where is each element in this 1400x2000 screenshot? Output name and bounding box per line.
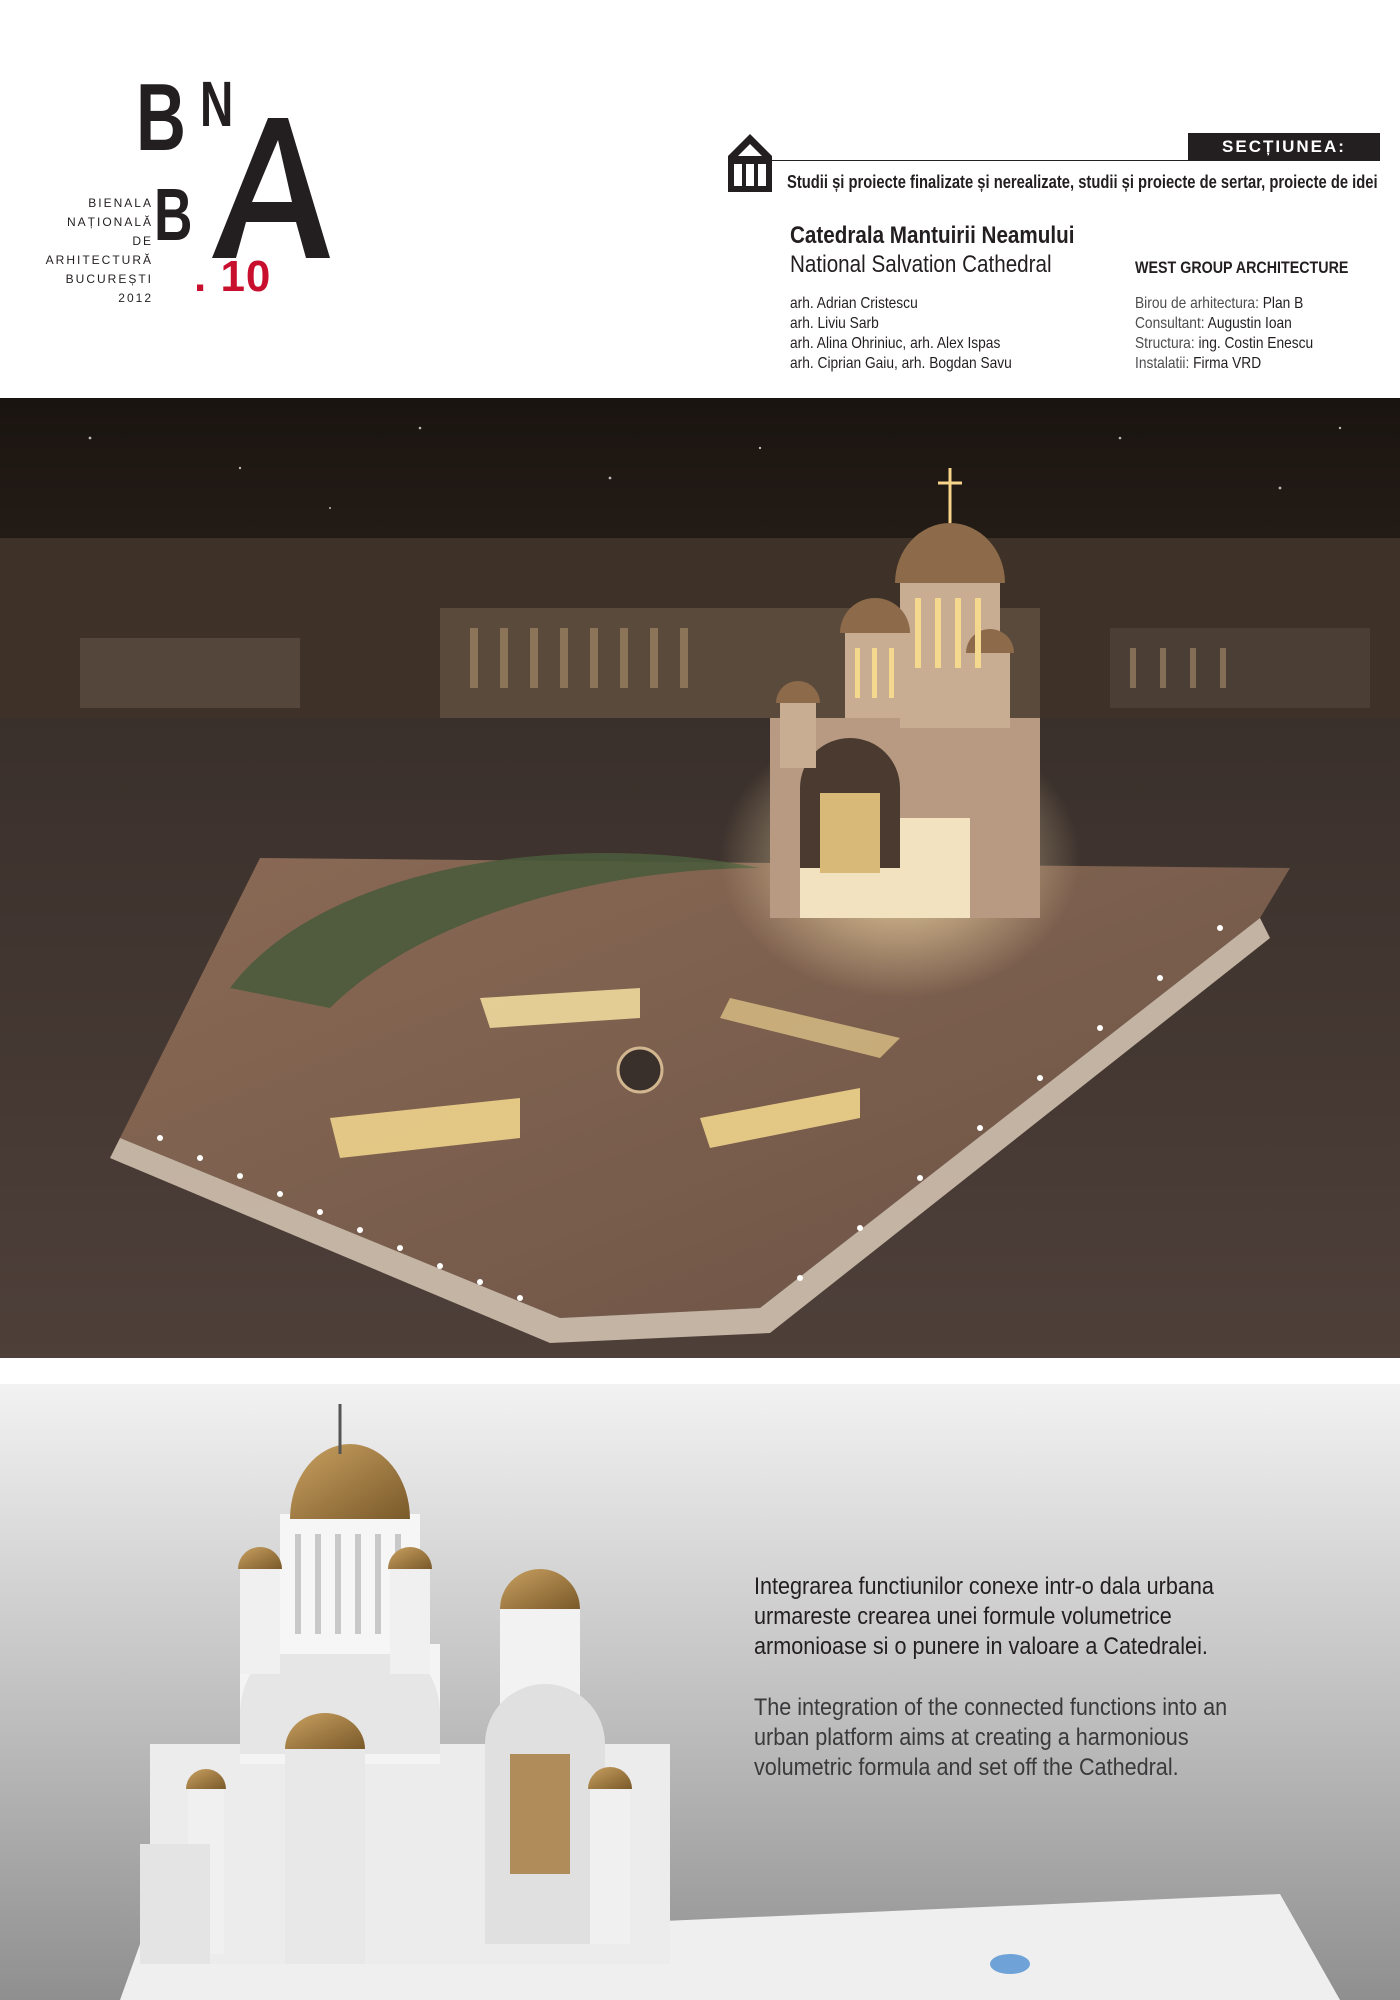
bienala-line: NAȚIONALĂ <box>66 215 153 229</box>
caption-romanian <box>754 1572 1258 1662</box>
bienala-line: ARHITECTURĂ <box>45 253 153 267</box>
credit-line <box>1135 294 1313 314</box>
bnab-logo <box>0 0 340 380</box>
caption-line: urban platform aims at creating a harmonious <box>754 1724 1189 1751</box>
credits-list <box>1135 294 1313 374</box>
credit-line <box>1135 354 1313 374</box>
section-divider <box>770 160 1380 161</box>
bienala-line: BIENALA <box>88 196 153 210</box>
architects-list <box>790 294 1012 374</box>
caption-line: armonioase si o punere in valoare a Catedralei. <box>754 1633 1208 1660</box>
credit-label: Instalatii: <box>1135 355 1190 372</box>
credit-label: Birou de arhitectura: <box>1135 295 1259 312</box>
credit-line <box>1135 334 1313 354</box>
section-label: SECȚIUNEA: <box>1188 133 1380 161</box>
caption-line: Integrarea functiunilor conexe intr-o dala urbana <box>754 1573 1214 1600</box>
caption-line: volumetric formula and set off the Cathedral. <box>754 1754 1179 1781</box>
bienala-text <box>46 194 153 308</box>
bienala-line: BUCUREȘTI <box>65 272 153 286</box>
bienala-line: DE <box>132 234 153 248</box>
credit-label: Consultant: <box>1135 315 1205 332</box>
caption-english <box>754 1693 1258 1783</box>
night-model-photo <box>0 398 1400 1358</box>
project-subtitle: National Salvation Cathedral <box>790 251 1052 278</box>
section-description: Studii și proiecte finalizate și nerealizate, studii și proiecte de sertar, proiecte de idei <box>787 172 1378 192</box>
bienala-line: 2012 <box>118 291 153 305</box>
firm-name: WEST GROUP ARCHITECTURE <box>1135 258 1349 277</box>
logo-letter-b: B <box>136 64 186 171</box>
credit-value: Augustin Ioan <box>1207 315 1292 332</box>
logo-letter-b2: B <box>154 173 193 256</box>
project-title: Catedrala Mantuirii Neamului <box>790 222 1075 249</box>
architect-line: arh. Alina Ohriniuc, arh. Alex Ispas <box>790 335 1001 352</box>
credit-label: Structura: <box>1135 335 1195 352</box>
logo-letter-a <box>206 118 330 258</box>
architect-line: arh. Ciprian Gaiu, arh. Bogdan Savu <box>790 355 1012 372</box>
architect-line: arh. Liviu Sarb <box>790 315 879 332</box>
architect-line: arh. Adrian Cristescu <box>790 295 918 312</box>
edition-number: . 10 <box>194 252 272 301</box>
pencil-house-icon <box>728 134 772 192</box>
caption-line: urmareste crearea unei formule volumetrice <box>754 1603 1172 1630</box>
day-model-photo <box>0 1384 1400 2000</box>
logo-letter-n: N <box>200 68 234 140</box>
credit-value: Plan B <box>1262 295 1304 312</box>
caption-line: The integration of the connected functions into an <box>754 1694 1228 1721</box>
credit-value: Firma VRD <box>1193 355 1262 372</box>
credit-line <box>1135 314 1313 334</box>
credit-value: ing. Costin Enescu <box>1198 335 1314 352</box>
